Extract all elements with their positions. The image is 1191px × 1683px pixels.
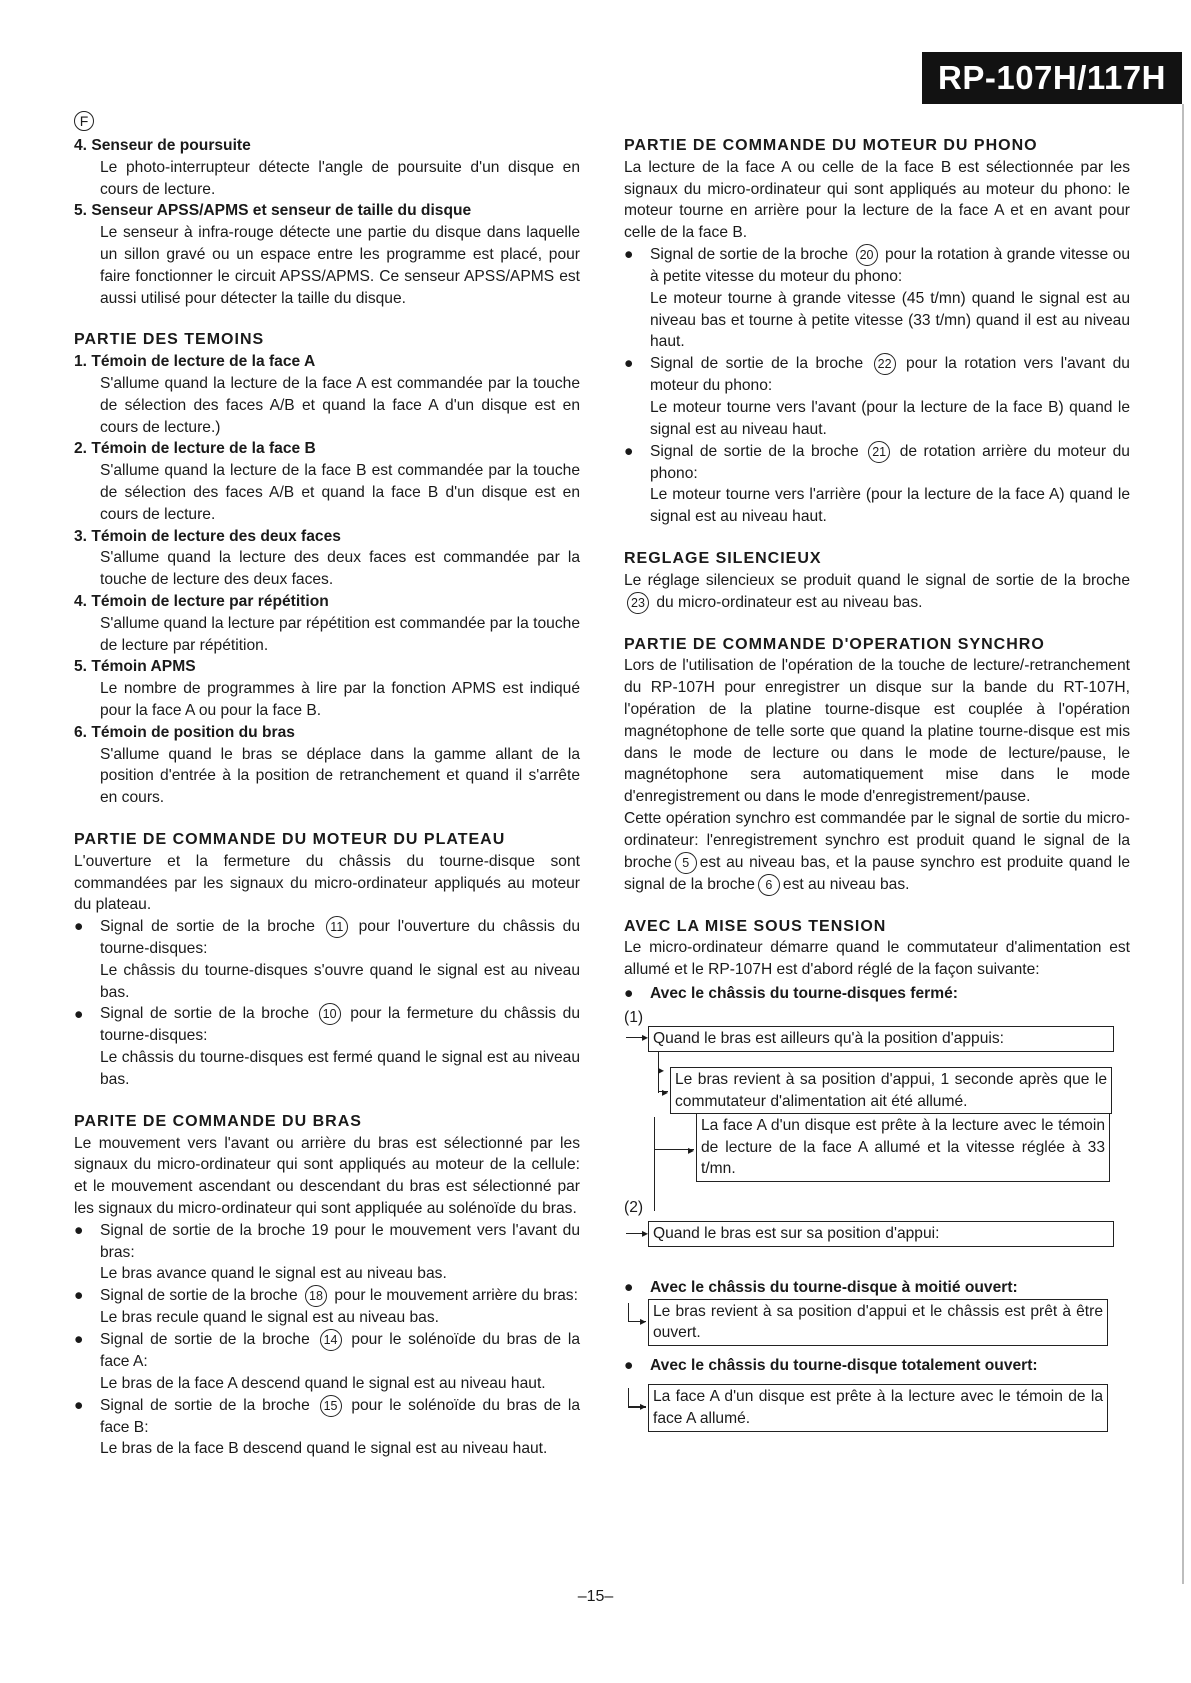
- bullet-icon: ●: [624, 1356, 634, 1374]
- item-title: 4. Senseur de poursuite: [74, 137, 251, 154]
- bullet-text: Le bras de la face B descend quand le signal est au niveau haut.: [100, 1440, 548, 1458]
- flow-box: Le bras revient à sa position d'appui, 1 seconde après que le commutateur d'alimentation ait été allumé.: [670, 1067, 1112, 1115]
- bullet-text: Le bras recule quand le signal est au niveau bas.: [100, 1309, 439, 1327]
- flow-diagram: [624, 1384, 1130, 1436]
- right-column: [624, 135, 1130, 1436]
- pin-number-badge: 5: [675, 852, 697, 874]
- item-title: 2. Témoin de lecture de la face B: [74, 440, 316, 458]
- flow-box: La face A d'un disque est prête à la lecture avec le témoin de lecture de la face A allumé et la vitesse réglée à 33 t/mn.: [696, 1113, 1110, 1182]
- paragraph: Le mouvement vers l'avant ou arrière du bras est sélectionné par les signaux du micro-ordinateur qui sont appliqués au moteur de la cellule: et le mouvement ascendant ou descendant du bras est sélectionné par les signaux du micro-ordinateur qui sont appliquée au solénoïde du bras.: [74, 1134, 580, 1218]
- bullet-item: ● Signal de sortie de la broche 14 pour le solénoïde du bras de la face A:: [74, 1329, 580, 1373]
- bullet-item: ● Signal de sortie de la broche 20 pour la rotation à grande vitesse ou à petite vitesse du moteur du phono:: [624, 244, 1130, 288]
- arrow-right-icon: ▸: [662, 1084, 669, 1099]
- bullet-item: ● Signal de sortie de la broche 21 de rotation arrière du moteur du phono:: [624, 441, 1130, 485]
- page-number: –15–: [577, 1588, 614, 1605]
- item-title: 6. Témoin de position du bras: [74, 723, 295, 741]
- bullet-icon: ●: [624, 355, 634, 373]
- paragraph: Le réglage silencieux se produit quand le signal de sortie de la broche 23 du micro-ordinateur est au niveau bas.: [624, 570, 1130, 614]
- bullet-text: Le châssis du tourne-disques est fermé quand le signal est au niveau bas.: [100, 1049, 580, 1089]
- arrow-right-icon: ▸: [658, 1062, 665, 1077]
- flow-diagram: [624, 1299, 1130, 1347]
- pin-number-badge: 20: [856, 244, 878, 266]
- paragraph: L'ouverture et la fermeture du châssis du tourne-disque sont commandées par les signaux du micro-ordinateur appliqués au moteur du plateau.: [74, 852, 580, 914]
- pin-number: 19: [311, 1221, 329, 1239]
- section-heading: PARTIE DE COMMANDE DU MOTEUR DU PHONO: [624, 137, 1038, 154]
- bullet-text: Le bras de la face A descend quand le signal est au niveau haut.: [100, 1374, 546, 1392]
- flow-label: (1): [624, 1008, 644, 1026]
- bullet-text: Le châssis du tourne-disques s'ouvre quand le signal est au niveau bas.: [100, 961, 580, 1001]
- arrow-right-icon: ▸: [688, 1142, 695, 1157]
- item-text: S'allume quand la lecture de la face B est commandée par la touche de sélection des faces A/B et quand la face B d'un disque est en cours de lecture.: [100, 462, 580, 523]
- subheading: ● Avec le châssis du tourne-disques fermé:: [624, 983, 1130, 1005]
- paragraph: Lors de l'utilisation de l'opération de la touche de lecture/-retranchement du RP-107H pour enregistrer un disque sur la bande du RT-107H, l'opération de la platine tourne-disque est couplée à l'opération magnétophone de telle sorte que quand la platine tourne-disque est mis dans le mode de lecture ou dans le mode de lecture/pause, le magnétophone sera automatiquement mise dans le mode d'enregistrement ou dans le mode d'enregistrement/pause.: [624, 657, 1130, 806]
- bullet-icon: ●: [624, 246, 634, 264]
- item-text: Le photo-interrupteur détecte l'angle de poursuite d'un disque en cours de lecture.: [100, 158, 580, 198]
- bullet-text: Le moteur tourne vers l'avant (pour la lecture de la face B) quand le signal est au niveau haut.: [650, 398, 1130, 438]
- flow-connector: [654, 1117, 655, 1211]
- left-column: [74, 135, 580, 1460]
- section-heading: PARTIE DE COMMANDE D'OPERATION SYNCHRO: [624, 635, 1045, 653]
- bullet-item: ● Signal de sortie de la broche 11 pour l'ouverture du châssis du tourne-disques:: [74, 916, 580, 960]
- bullet-icon: ●: [624, 984, 634, 1002]
- bullet-icon: ●: [74, 1221, 84, 1239]
- arrow-right-icon: ▸: [642, 1225, 649, 1240]
- item-text: Le senseur à infra-rouge détecte une partie du disque dans laquelle un sillon gravé ou un espace entre les programme est placé, pour faire fonctionner le circuit APSS/APMS. Ce senseur APSS/APMS est aussi utilisé pour détecter la taille du disque.: [100, 224, 580, 307]
- bullet-icon: ●: [74, 1005, 84, 1023]
- model-banner: RP-107H/117H: [922, 52, 1182, 104]
- paragraph: La lecture de la face A ou celle de la face B est sélectionnée par les signaux du micro-ordinateur qui sont appliqués au moteur du phono: le moteur tourne en arrière pour la lecture de la face A et en avant pour celle de la face B.: [624, 158, 1130, 242]
- bullet-item: ● Signal de sortie de la broche 10 pour la fermeture du châssis du tourne-disques:: [74, 1003, 580, 1047]
- bullet-icon: ●: [74, 1396, 84, 1414]
- pin-number-badge: 21: [868, 441, 890, 463]
- page-edge-rule: [1182, 104, 1184, 1584]
- item-title: 4. Témoin de lecture par répétition: [74, 592, 329, 610]
- item-title: 5. Senseur APSS/APMS et senseur de taille du disque: [74, 202, 472, 220]
- item-text: Le nombre de programmes à lire par la fonction APMS est indiqué pour la face A ou pour la face B.: [100, 680, 580, 719]
- bullet-item: ● Signal de sortie de la broche 18 pour le mouvement arrière du bras:: [74, 1285, 580, 1307]
- pin-number-badge: 23: [627, 592, 649, 614]
- paragraph: Cette opération synchro est commandée par le signal de sortie du micro-ordinateur: l'enregistrement synchro est produit quand le signal de la broche 5 est au niveau bas, et la pause synchro est produite quand le signal de la broche 6 est au niveau bas.: [624, 808, 1130, 896]
- flow-connector: [628, 1388, 629, 1406]
- pin-number-badge: 10: [319, 1003, 341, 1025]
- bullet-item: ● Signal de sortie de la broche 15 pour le solénoïde du bras de la face B:: [74, 1395, 580, 1439]
- flow-label: (2): [624, 1198, 644, 1216]
- paragraph: Le micro-ordinateur démarre quand le commutateur d'alimentation est allumé et le RP-107H est d'abord réglé de la façon suivante:: [624, 939, 1130, 979]
- bullet-item: ● Signal de sortie de la broche 22 pour la rotation vers l'avant du moteur du phono:: [624, 353, 1130, 397]
- pin-number-badge: 18: [305, 1285, 327, 1307]
- arrow-right-icon: ▸: [640, 1399, 647, 1414]
- bullet-item: ● Signal de sortie de la broche 19 pour le mouvement vers l'avant du bras:: [74, 1221, 580, 1261]
- section-heading: PARTIE DE COMMANDE DU MOTEUR DU PLATEAU: [74, 830, 506, 848]
- pin-number-badge: 14: [320, 1329, 342, 1351]
- pin-number-badge: 15: [320, 1395, 342, 1417]
- item-title: 3. Témoin de lecture des deux faces: [74, 527, 341, 545]
- pin-number-badge: 11: [326, 916, 348, 938]
- item-title: 1. Témoin de lecture de la face A: [74, 353, 316, 371]
- item-text: S'allume quand la lecture des deux faces est commandée par la touche de lecture des deux faces.: [100, 549, 580, 589]
- item-text: S'allume quand la lecture par répétition est commandée par la touche de lecture par répétition.: [100, 614, 580, 654]
- bullet-icon: ●: [74, 1331, 84, 1349]
- language-mark: F: [74, 111, 94, 131]
- arrow-right-icon: ▸: [640, 1313, 647, 1328]
- bullet-icon: ●: [624, 442, 634, 460]
- bullet-text: Le bras avance quand le signal est au niveau bas.: [100, 1265, 447, 1283]
- pin-number-badge: 6: [758, 874, 780, 896]
- bullet-text: Le moteur tourne à grande vitesse (45 t/mn) quand le signal est au niveau bas et tourne à petite vitesse (33 t/mn) quand il est au niveau haut.: [650, 289, 1130, 351]
- pin-number-badge: 22: [874, 353, 896, 375]
- item-text: S'allume quand le bras se déplace dans la gamme allant de la position d'entrée à la position de retranchement et quand il s'arrête en cours.: [100, 745, 580, 807]
- section-heading: REGLAGE SILENCIEUX: [624, 549, 822, 567]
- section-heading: PARITE DE COMMANDE DU BRAS: [74, 1112, 362, 1130]
- section-heading: PARTIE DES TEMOINS: [74, 331, 265, 349]
- arrow-right-icon: ▸: [642, 1029, 649, 1044]
- flow-box: Quand le bras est sur sa position d'appui:: [648, 1221, 1114, 1247]
- bullet-icon: ●: [74, 918, 84, 936]
- subheading: ● Avec le châssis du tourne-disque à moitié ouvert:: [624, 1277, 1130, 1299]
- subheading: ● Avec le châssis du tourne-disque totalement ouvert:: [624, 1355, 1130, 1377]
- item-title: 5. Témoin APMS: [74, 658, 196, 676]
- bullet-icon: ●: [624, 1278, 634, 1296]
- bullet-text: Le moteur tourne vers l'arrière (pour la lecture de la face A) quand le signal est au niveau haut.: [650, 486, 1130, 526]
- flow-box: Le bras revient à sa position d'appui et le châssis est prêt à être ouvert.: [648, 1299, 1108, 1347]
- flow-box: La face A d'un disque est prête à la lecture avec le témoin de la face A allumé.: [648, 1384, 1108, 1432]
- flow-diagram: [624, 1007, 1130, 1265]
- item-text: S'allume quand la lecture de la face A est commandée par la touche de sélection des faces A/B et quand la face A d'un disque est en cours de lecture.): [100, 374, 580, 436]
- section-heading: AVEC LA MISE SOUS TENSION: [624, 917, 887, 935]
- flow-box: Quand le bras est ailleurs qu'à la position d'appuis:: [648, 1026, 1114, 1052]
- bullet-icon: ●: [74, 1287, 84, 1305]
- flow-connector: [628, 1303, 629, 1321]
